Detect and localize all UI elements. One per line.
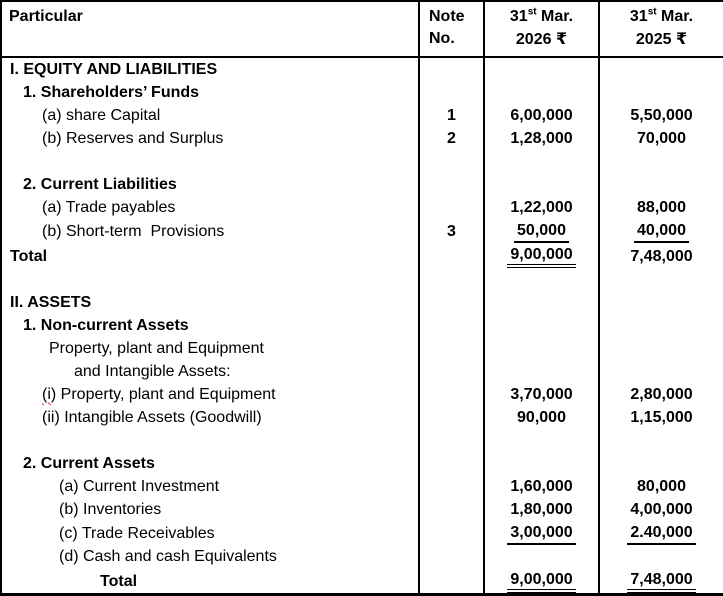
particular-text: (d) Cash and cash Equivalents (59, 548, 277, 565)
table-row (1, 291, 723, 314)
value-2025-cell (599, 314, 723, 337)
value-2025-cell (599, 498, 723, 521)
header-2026-ordinal: st (527, 6, 537, 18)
note-number-cell (419, 104, 484, 127)
value-2026-cell (484, 314, 599, 337)
particular-cell (1, 243, 419, 268)
header-note-line2: No. (429, 30, 455, 47)
amount-2025: 5,50,000 (630, 107, 693, 124)
value-2026-cell (484, 268, 599, 291)
particular-cell (1, 81, 419, 104)
note-number: 2 (447, 130, 456, 147)
header-2025-ordinal: st (647, 6, 657, 18)
amount-2026: 6,00,000 (510, 107, 573, 124)
value-2025-cell (599, 268, 723, 291)
amount-2025: 88,000 (637, 199, 686, 216)
note-number-cell (419, 173, 484, 196)
header-cell-2026 (484, 1, 599, 57)
particular-text: (b) Reserves and Surplus (42, 130, 224, 147)
header-2026-year: 2026 ₹ (515, 31, 568, 48)
value-2025-cell (599, 429, 723, 452)
value-2026-cell (484, 406, 599, 429)
table-header (1, 1, 723, 57)
header-note-line1: Note (429, 8, 465, 25)
value-2026-cell (484, 81, 599, 104)
value-2026-cell (484, 521, 599, 545)
note-number-cell (419, 360, 484, 383)
value-2025-cell (599, 452, 723, 475)
table-row (1, 568, 723, 595)
particular-cell (1, 337, 419, 360)
particular-text: Total (10, 248, 48, 265)
value-2025-cell (599, 81, 723, 104)
note-number-cell (419, 475, 484, 498)
table-row (1, 127, 723, 150)
note-number-cell (419, 406, 484, 429)
value-2025-cell (599, 545, 723, 568)
value-2026-cell (484, 452, 599, 475)
amount-2026: 1,80,000 (510, 501, 573, 518)
note-number-cell (419, 196, 484, 219)
header-cell-particular (1, 1, 419, 57)
particular-text: (a) share Capital (42, 107, 161, 124)
particular-text: I. EQUITY AND LIABILITIES (10, 61, 218, 78)
table-row (1, 219, 723, 243)
note-number-cell (419, 57, 484, 81)
table-row (1, 104, 723, 127)
particular-cell (1, 57, 419, 81)
particular-cell (1, 314, 419, 337)
amount-2026: 50,000 (514, 221, 569, 243)
table-row (1, 360, 723, 383)
amount-2025: 2,80,000 (630, 386, 693, 403)
particular-cell (1, 268, 419, 291)
table-row (1, 337, 723, 360)
amount-2026: 9,00,000 (507, 570, 575, 593)
value-2026-cell (484, 104, 599, 127)
value-2025-cell (599, 196, 723, 219)
note-number-cell (419, 452, 484, 475)
value-2026-cell (484, 243, 599, 268)
note-number-cell (419, 337, 484, 360)
amount-2025: 7,48,000 (627, 570, 695, 593)
particular-text: (b) Short-term Provisions (42, 223, 225, 240)
table-row (1, 81, 723, 104)
table-row (1, 243, 723, 268)
amount-2026: 3,00,000 (507, 523, 575, 545)
note-number: 1 (447, 107, 456, 124)
particular-cell (1, 406, 419, 429)
amount-2025: 4,00,000 (630, 501, 693, 518)
table-row (1, 429, 723, 452)
particular-text: (i) Property, plant and Equipment (42, 386, 276, 403)
value-2025-cell (599, 57, 723, 81)
particular-cell (1, 127, 419, 150)
value-2026-cell (484, 568, 599, 595)
value-2026-cell (484, 173, 599, 196)
value-2026-cell (484, 127, 599, 150)
value-2026-cell (484, 429, 599, 452)
value-2025-cell (599, 360, 723, 383)
value-2026-cell (484, 475, 599, 498)
value-2026-cell (484, 57, 599, 81)
header-2025-day: 31 (629, 8, 648, 25)
amount-2026: 90,000 (517, 409, 566, 426)
particular-cell (1, 475, 419, 498)
note-number-cell (419, 568, 484, 595)
value-2026-cell (484, 360, 599, 383)
particular-cell (1, 196, 419, 219)
amount-2025: 70,000 (637, 130, 686, 147)
note-number-cell (419, 81, 484, 104)
particular-text: II. ASSETS (10, 294, 92, 311)
table-row (1, 268, 723, 291)
value-2025-cell (599, 291, 723, 314)
particular-text: and Intangible Assets: (74, 363, 231, 380)
particular-cell (1, 173, 419, 196)
particular-text: 1. Non-current Assets (23, 317, 189, 334)
value-2025-cell (599, 104, 723, 127)
amount-2026: 1,28,000 (510, 130, 573, 147)
value-2025-cell (599, 406, 723, 429)
particular-cell (1, 291, 419, 314)
particular-text: Total (100, 573, 138, 590)
note-number-cell (419, 268, 484, 291)
value-2025-cell (599, 521, 723, 545)
amount-2026: 1,60,000 (510, 478, 573, 495)
particular-text: (a) Current Investment (59, 478, 220, 495)
note-number-cell (419, 243, 484, 268)
table-row (1, 150, 723, 173)
particular-text: (c) Trade Receivables (59, 525, 215, 542)
value-2026-cell (484, 545, 599, 568)
value-2026-cell (484, 337, 599, 360)
value-2026-cell (484, 196, 599, 219)
table-row (1, 196, 723, 219)
note-number-cell (419, 219, 484, 243)
header-particular-label: Particular (9, 8, 83, 25)
particular-cell (1, 104, 419, 127)
particular-text: Property, plant and Equipment (49, 340, 264, 357)
particular-cell (1, 498, 419, 521)
amount-2025: 80,000 (637, 478, 686, 495)
value-2026-cell (484, 291, 599, 314)
spellcheck-squiggle: (i (42, 386, 51, 403)
note-number-cell (419, 150, 484, 173)
header-2025-month: Mar. (656, 8, 694, 25)
table-row (1, 314, 723, 337)
note-number-cell (419, 498, 484, 521)
table-row (1, 406, 723, 429)
value-2026-cell (484, 150, 599, 173)
table-row (1, 498, 723, 521)
value-2025-cell (599, 173, 723, 196)
value-2026-cell (484, 383, 599, 406)
particular-cell (1, 452, 419, 475)
particular-text: (b) Inventories (59, 501, 162, 518)
table-row (1, 57, 723, 81)
header-cell-note (419, 1, 484, 57)
note-number-cell (419, 314, 484, 337)
note-number: 3 (447, 223, 456, 240)
particular-text: (ii) Intangible Assets (Goodwill) (42, 409, 262, 426)
particular-cell (1, 150, 419, 173)
note-number-cell (419, 545, 484, 568)
note-number-cell (419, 521, 484, 545)
particular-cell (1, 568, 419, 595)
amount-2026: 1,22,000 (510, 199, 573, 216)
table-row (1, 383, 723, 406)
amount-2025: 2.40,000 (627, 523, 695, 545)
value-2026-cell (484, 498, 599, 521)
note-number-cell (419, 429, 484, 452)
value-2025-cell (599, 475, 723, 498)
value-2025-cell (599, 568, 723, 595)
header-cell-2025 (599, 1, 723, 57)
particular-text: 2. Current Liabilities (23, 176, 177, 193)
note-number-cell (419, 383, 484, 406)
table-row (1, 521, 723, 545)
note-number-cell (419, 127, 484, 150)
table-row (1, 173, 723, 196)
particular-text: 2. Current Assets (23, 455, 155, 472)
particular-text: 1. Shareholders’ Funds (23, 84, 200, 101)
header-2025-date (600, 6, 723, 28)
table-row (1, 452, 723, 475)
particular-cell (1, 219, 419, 243)
value-2025-cell (599, 127, 723, 150)
particular-text: (a) Trade payables (42, 199, 176, 216)
value-2025-cell (599, 383, 723, 406)
value-2025-cell (599, 150, 723, 173)
amount-2025: 1,15,000 (630, 409, 693, 426)
header-2026-date (485, 6, 598, 28)
header-2025-year: 2025 ₹ (635, 31, 688, 48)
header-2026-month: Mar. (536, 8, 574, 25)
table-row (1, 475, 723, 498)
value-2025-cell (599, 337, 723, 360)
particular-cell (1, 429, 419, 452)
value-2025-cell (599, 219, 723, 243)
value-2025-cell (599, 243, 723, 268)
amount-2025: 7,48,000 (630, 248, 693, 265)
amount-2026: 9,00,000 (507, 245, 575, 268)
particular-cell (1, 383, 419, 406)
amount-2026: 3,70,000 (510, 386, 573, 403)
header-2026-day: 31 (509, 8, 528, 25)
value-2026-cell (484, 219, 599, 243)
particular-cell (1, 360, 419, 383)
particular-cell (1, 521, 419, 545)
table-row (1, 545, 723, 568)
particular-cell (1, 545, 419, 568)
table-body (1, 57, 723, 595)
note-number-cell (419, 291, 484, 314)
header-row (1, 1, 723, 57)
amount-2025: 40,000 (634, 221, 689, 243)
